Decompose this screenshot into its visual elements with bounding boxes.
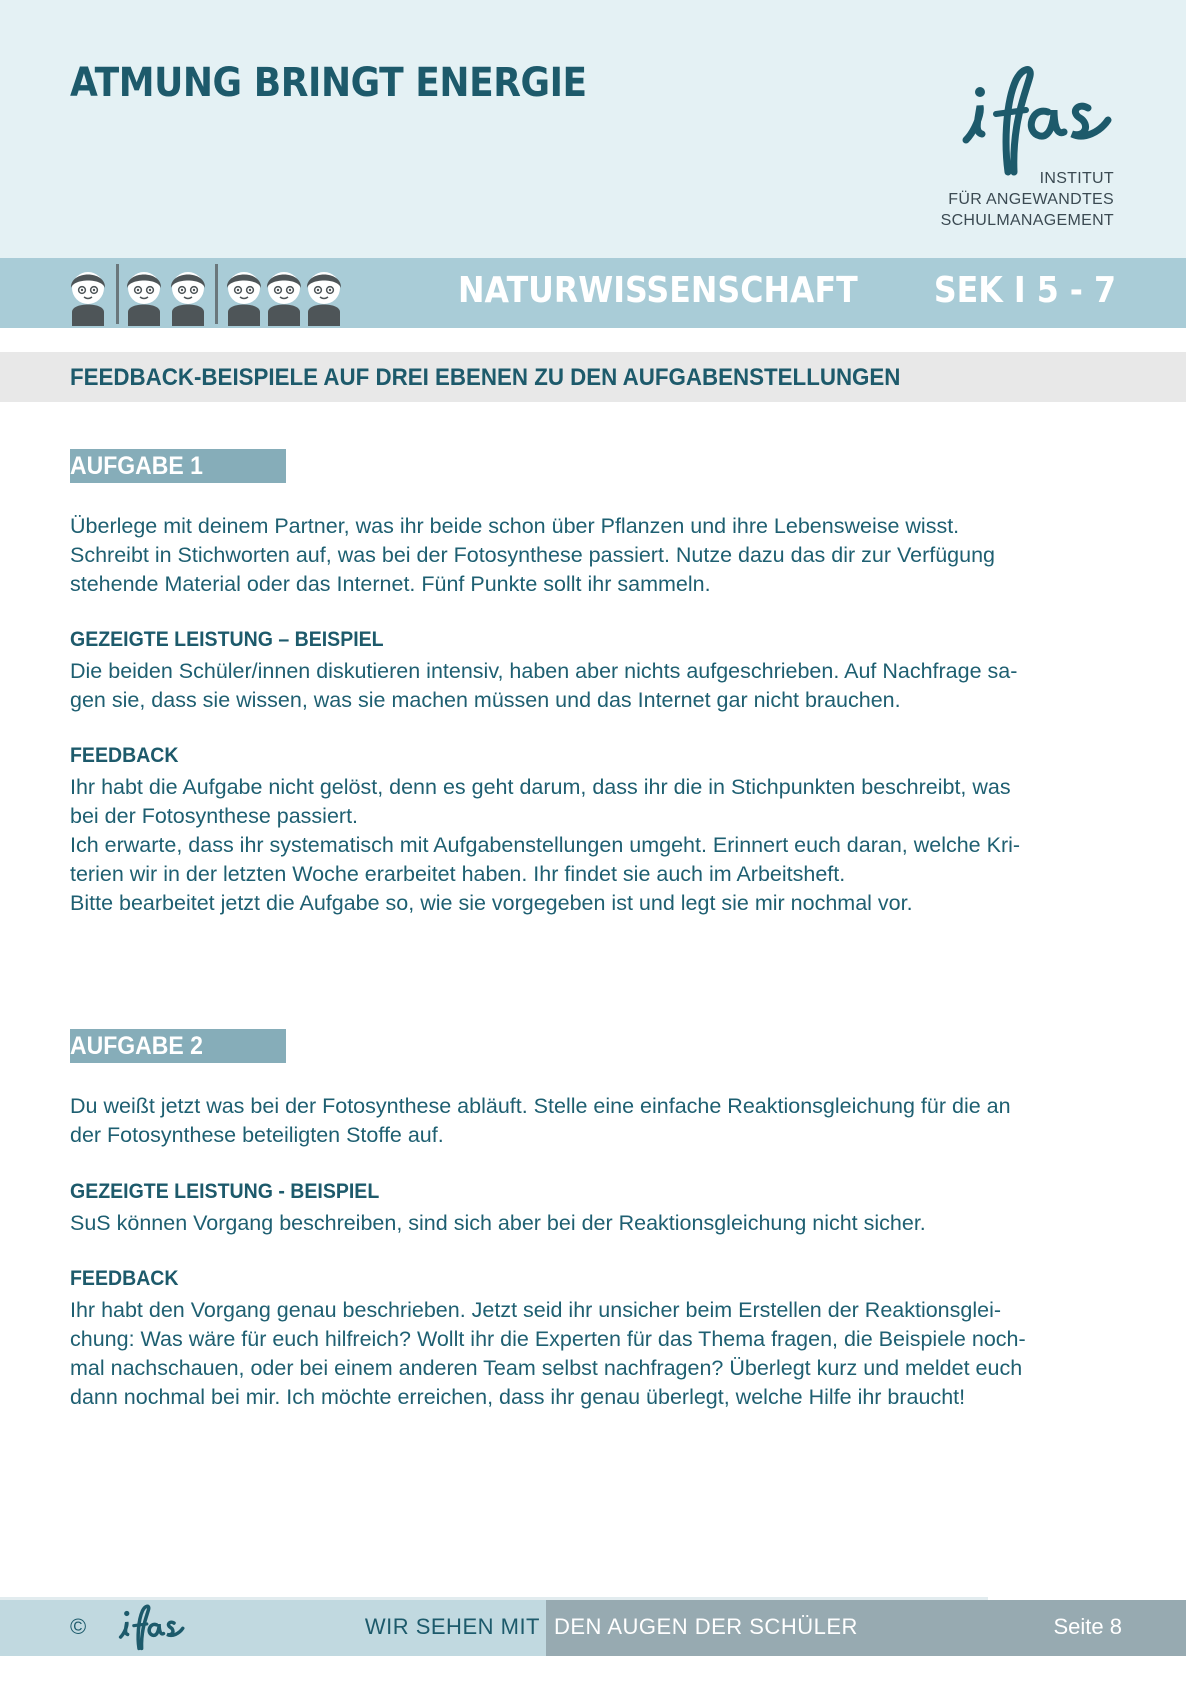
task-2-feedback bbox=[70, 1296, 1120, 1412]
task-1-feedback-heading: FEEDBACK bbox=[70, 744, 179, 767]
logo-caption bbox=[941, 168, 1114, 231]
task-1-performance-line: gen sie, dass sie wissen, was sie machen müssen und das Internet gar nicht brauchen. bbox=[70, 688, 901, 712]
task-1-feedback-line: Ich erwarte, dass ihr systematisch mit Aufgabenstellungen umgeht. Erinnert euch daran, welche Kri- bbox=[70, 833, 1021, 857]
task-2-feedback-line: chung: Was wäre für euch hilfreich? Wollt ihr die Experten für das Thema fragen, die Beispiele noch- bbox=[70, 1327, 1026, 1351]
task-1-label-text: AUFGABE 1 bbox=[70, 452, 203, 480]
task-1-label bbox=[70, 449, 286, 483]
task-1-feedback-line: bei der Fotosynthese passiert. bbox=[70, 804, 359, 828]
task-1-performance-line: Die beiden Schüler/innen diskutieren intensiv, haben aber nichts aufgeschrieben. Auf Nachfrage sa- bbox=[70, 659, 1018, 683]
page-number: Seite 8 bbox=[1053, 1614, 1122, 1639]
task-2-prompt-line: Du weißt jetzt was bei der Fotosynthese abläuft. Stelle eine einfache Reaktionsgleichung für die an bbox=[70, 1094, 1011, 1118]
task-1-feedback-line: Bitte bearbeitet jetzt die Aufgabe so, wie sie vorgegeben ist und legt sie mir nochmal vor. bbox=[70, 891, 913, 915]
grade-level-label: SEK I 5 - 7 bbox=[933, 270, 1116, 311]
footer-slogan-part-1: WIR SEHEN MIT bbox=[364, 1614, 540, 1639]
task-1-feedback bbox=[70, 773, 1120, 918]
logo-line-1: INSTITUT bbox=[1039, 170, 1114, 187]
group-of-three-students-icon bbox=[227, 272, 341, 326]
task-1-prompt-line: stehende Material oder das Internet. Fünf Punkte sollt ihr sammeln. bbox=[70, 572, 711, 596]
task-2-feedback-line: mal nachschauen, oder bei einem anderen Team selbst nachfragen? Überlegt kurz und meldet euch bbox=[70, 1356, 1023, 1380]
task-2-prompt bbox=[70, 1092, 1120, 1150]
task-1-prompt-line: Schreibt in Stichworten auf, was bei der Fotosynthese passiert. Nutze dazu das dir zur Verfügung bbox=[70, 543, 995, 567]
task-2-feedback-line: dann nochmal bei mir. Ich möchte erreichen, dass ihr genau überlegt, welche Hilfe ihr braucht! bbox=[70, 1385, 966, 1409]
footer-slogan-part-2: DEN AUGEN DER SCHÜLER bbox=[554, 1614, 858, 1639]
task-2-label bbox=[70, 1029, 286, 1063]
task-2-feedback-heading: FEEDBACK bbox=[70, 1267, 179, 1290]
footer-ifas-logo bbox=[118, 1602, 188, 1652]
logo-line-3: SCHULMANAGEMENT bbox=[940, 212, 1114, 229]
task-1-performance-heading: GEZEIGTE LEISTUNG – BEISPIEL bbox=[70, 628, 384, 651]
student-icons bbox=[68, 262, 358, 326]
copyright-symbol: © bbox=[70, 1614, 87, 1639]
task-2-performance-line: SuS können Vorgang beschreiben, sind sich aber bei der Reaktionsgleichung nicht sicher. bbox=[70, 1211, 926, 1235]
subject-label: NATURWISSENSCHAFT bbox=[458, 270, 858, 311]
task-2-prompt-line: der Fotosynthese beteiligten Stoffe auf. bbox=[70, 1123, 444, 1147]
pair-of-students-icon bbox=[127, 272, 205, 326]
task-2-label-text: AUFGABE 2 bbox=[70, 1032, 203, 1060]
task-1-feedback-line: Ihr habt die Aufgabe nicht gelöst, denn es geht darum, dass ihr die in Stichpunkten beschreibt, was bbox=[70, 775, 1011, 799]
section-title: FEEDBACK-BEISPIELE AUF DREI EBENEN ZU DEN AUFGABENSTELLUNGEN bbox=[70, 364, 901, 391]
task-1-performance bbox=[70, 657, 1120, 715]
task-1-prompt bbox=[70, 512, 1120, 599]
logo-line-2: FÜR ANGEWANDTES bbox=[948, 191, 1114, 208]
task-2-feedback-line: Ihr habt den Vorgang genau beschrieben. Jetzt seid ihr unsicher beim Erstellen der Reaktionsglei- bbox=[70, 1298, 1002, 1322]
document-title: ATMUNG BRINGT ENERGIE bbox=[70, 60, 587, 106]
task-2-performance-heading: GEZEIGTE LEISTUNG - BEISPIEL bbox=[70, 1180, 380, 1203]
task-1-prompt-line: Überlege mit deinem Partner, was ihr beide schon über Pflanzen und ihre Lebensweise wisst. bbox=[70, 514, 960, 538]
single-student-icon bbox=[71, 272, 105, 326]
task-1-feedback-line: terien wir in der letzten Woche erarbeitet haben. Ihr findet sie auch im Arbeitsheft. bbox=[70, 862, 846, 886]
task-2-performance bbox=[70, 1209, 1120, 1238]
